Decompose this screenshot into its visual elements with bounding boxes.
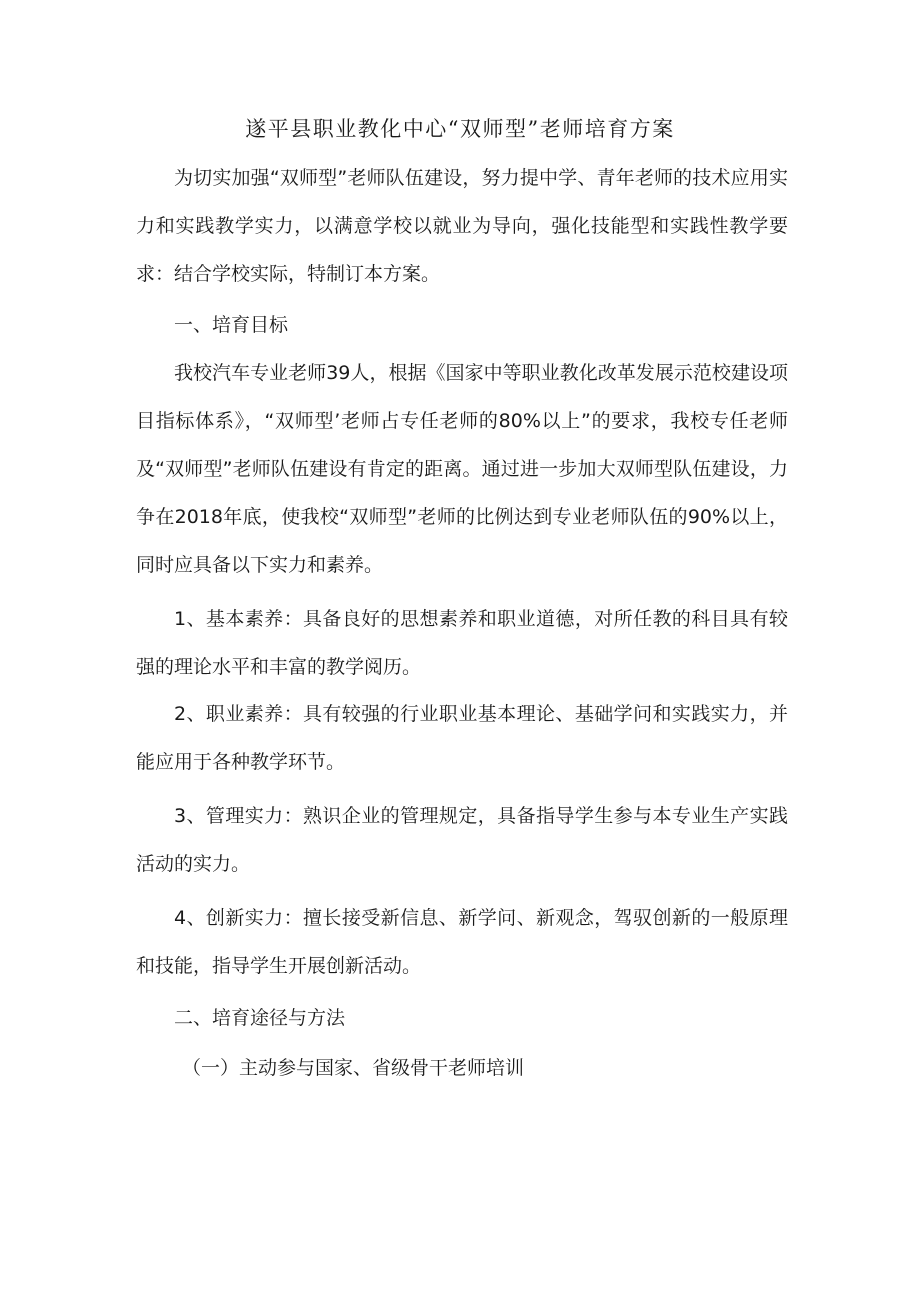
section-heading-methods: 二、培育途径与方法 (174, 1007, 346, 1029)
goal-item-innovation-ability: 4、创新实力：擅长接受新信息、新学问、新观念，驾驭创新的一般原理和技能，指导学生开展创新活动。 (136, 907, 788, 977)
goal-item-management-ability: 3、管理实力：熟识企业的管理规定，具备指导学生参与本专业生产实践活动的实力。 (136, 805, 788, 875)
document-title: 遂平县职业教化中心“双师型”老师培育方案 (245, 117, 675, 141)
goal-item-professional-quality: 2、职业素养：具有较强的行业职业基本理论、基础学问和实践实力，并能应用于各种教学环节。 (136, 703, 788, 773)
intro-paragraph: 为切实加强“双师型”老师队伍建设，努力提中学、青年老师的技术应用实力和实践教学实力，以满意学校以就业为导向，强化技能型和实践性教学要求：结合学校实际，特制订本方案。 (136, 167, 788, 285)
subsection-heading-training: （一）主动参与国家、省级骨干老师培训 (182, 1057, 525, 1079)
goals-paragraph: 我校汽车专业老师39人，根据《国家中等职业教化改革发展示范校建设项目指标体系》，“双师型’老师占专任老师的80%以上”的要求，我校专任老师及“双师型”老师队伍建设有肯定的距离。通过进一步加大双师型队伍建设，力争在2018年底，使我校“双师型”老师的比例达到专业老师队伍的90%以上，同时应具备以下实力和素养。 (136, 362, 788, 576)
section-heading-goals: 一、培育目标 (174, 314, 289, 336)
goal-item-basic-quality: 1、基本素养：具备良好的思想素养和职业道德，对所任教的科目具有较强的理论水平和丰富的教学阅历。 (136, 608, 788, 678)
